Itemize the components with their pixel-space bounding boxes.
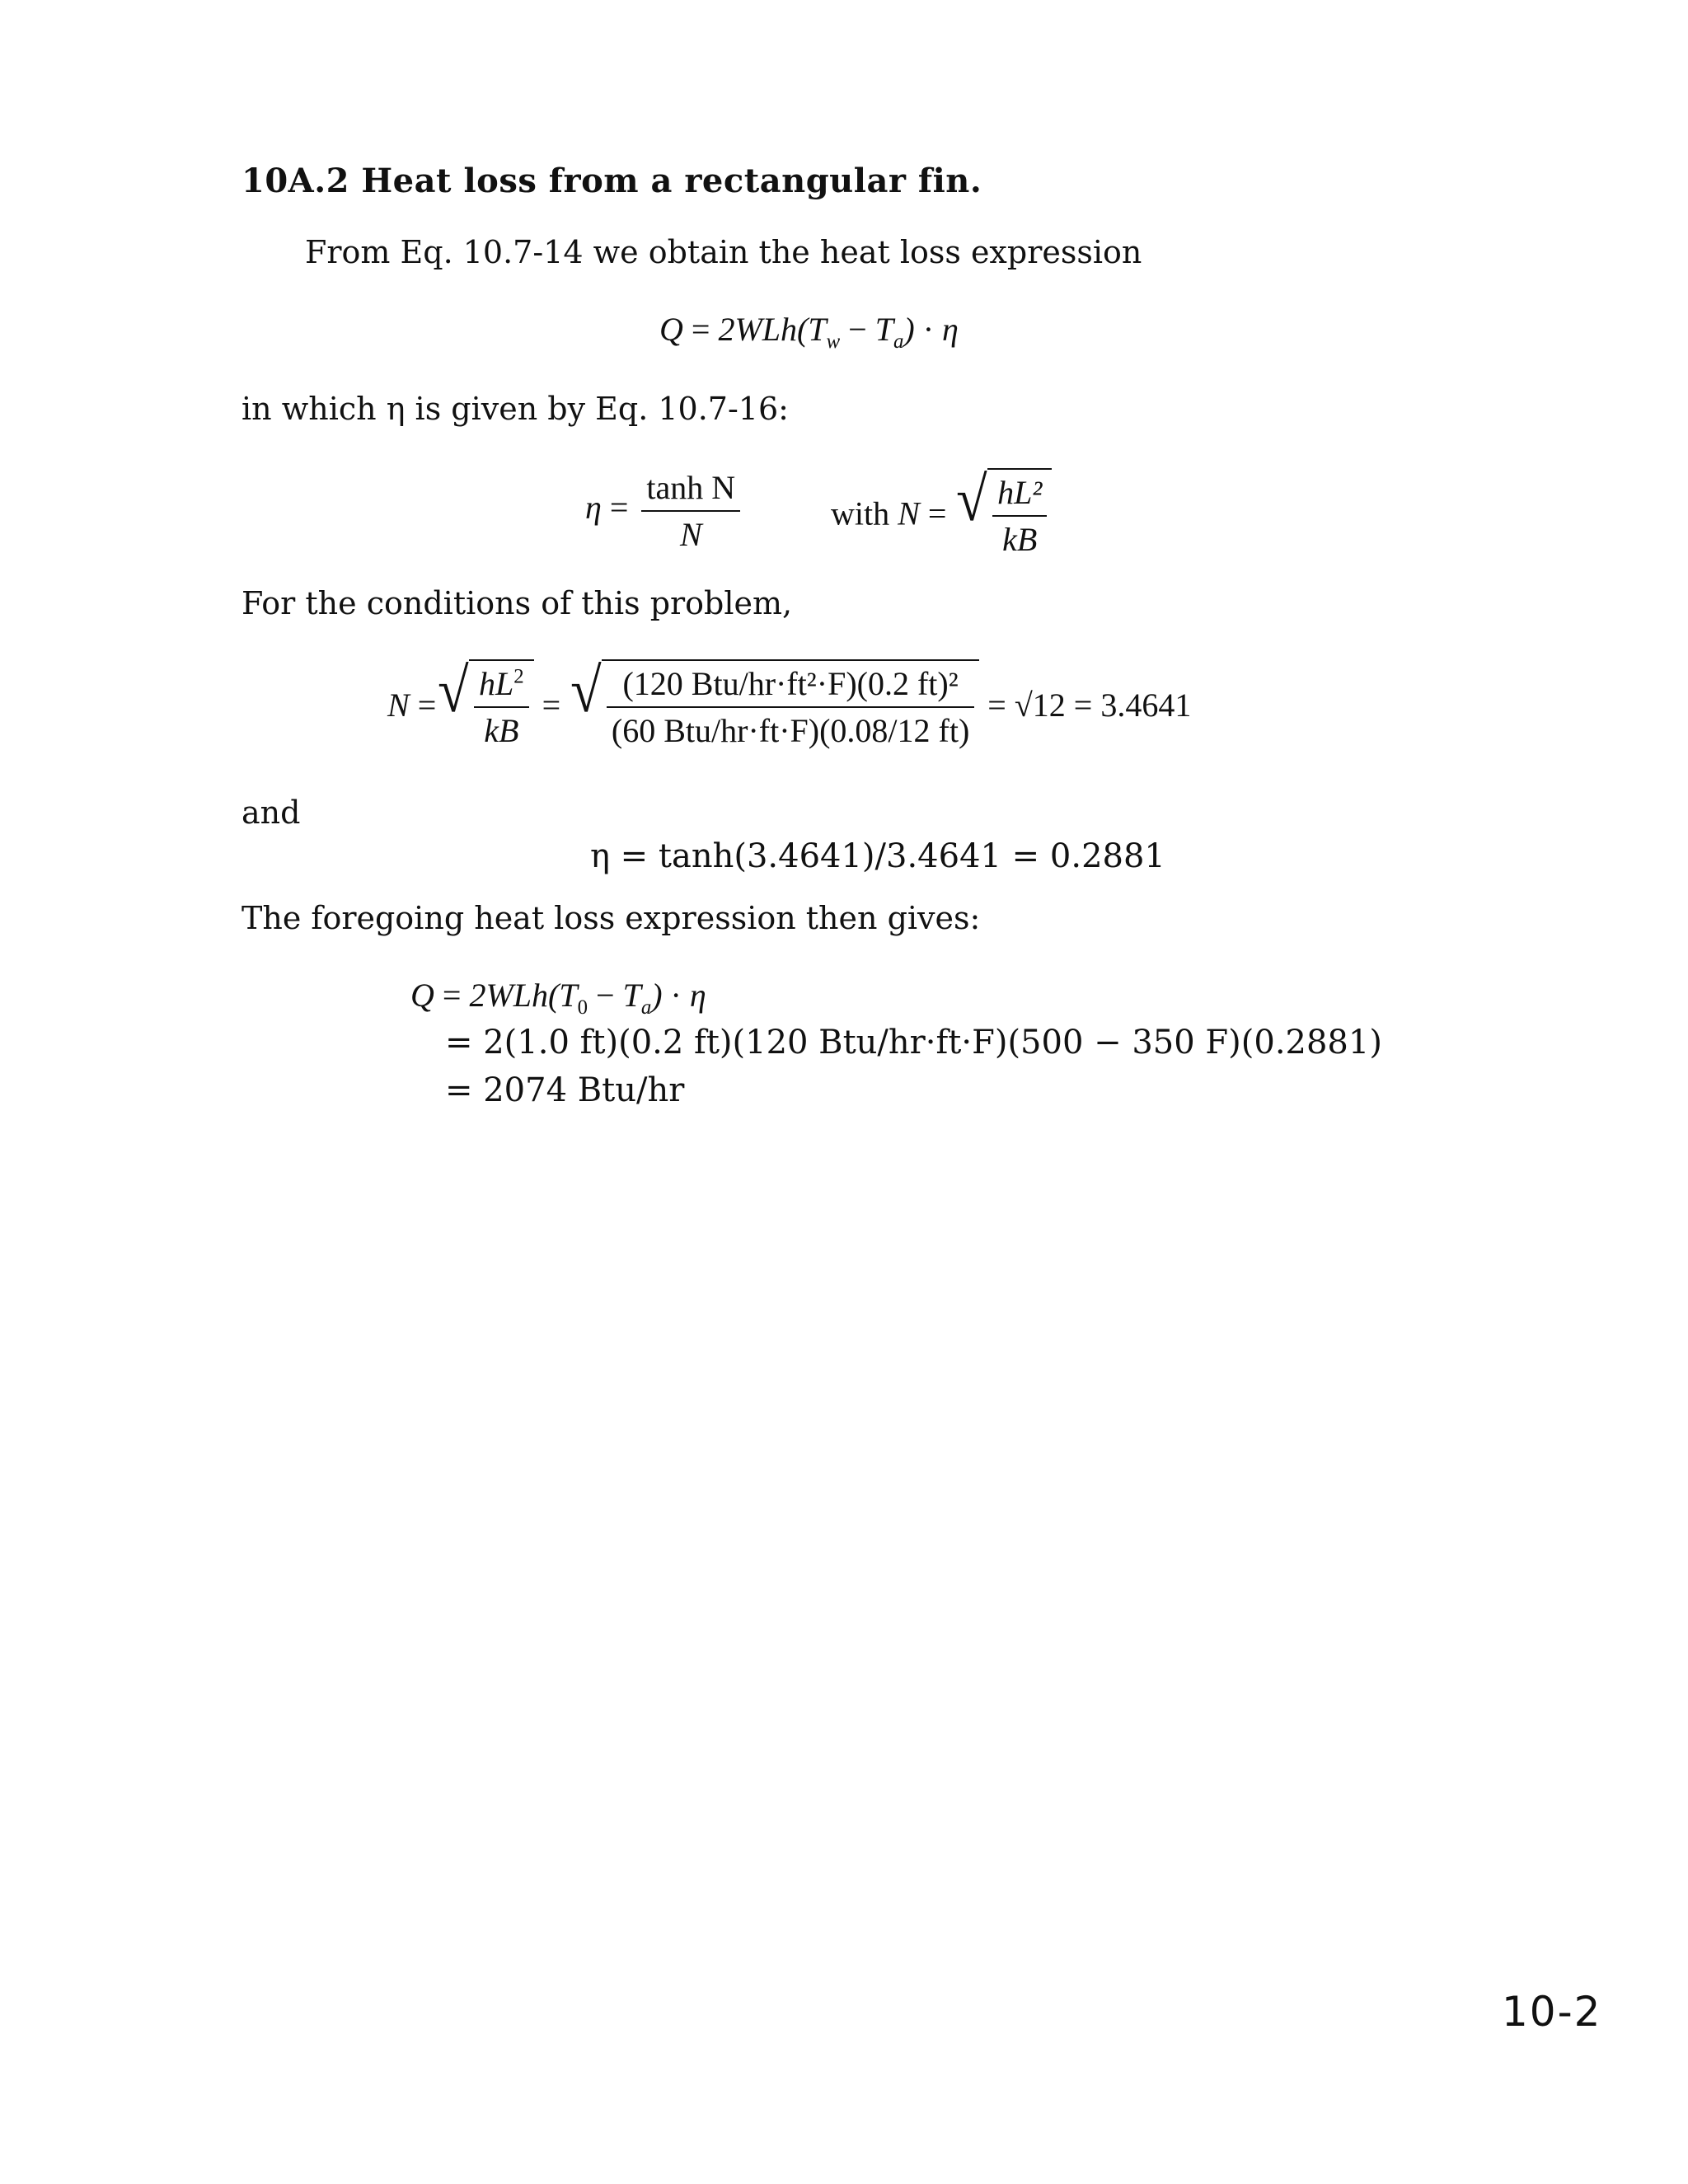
q-equation-line-3: = 2074 Btu/hr [445,1071,685,1109]
eta-given-paragraph: in which η is given by Eq. 10.7-16: [241,391,789,427]
sqrt-result: = √12 = 3.4641 [987,686,1192,724]
n-denominator: kB [1002,521,1038,558]
n-numerator: hL² [992,473,1047,517]
section-heading: 10A.2 Heat loss from a rectangular fin. [241,162,982,200]
eta-definition-equation: η = $\frac{\text{tanh N}}{N}$ [585,468,745,554]
page-number: 10-2 [1502,1988,1602,2036]
n-definition-equation: with N = √ $\frac{\text{hL²}}{kB}$ [831,468,1052,559]
q-equation-line-1: $Q = 2WLh(T_0 - T_a) \cdot \eta$ [410,977,706,1019]
foregoing-paragraph: The foregoing heat loss expression then gives: [241,900,981,936]
eta-denominator: N [679,516,702,553]
conditions-paragraph: For the conditions of this problem, [241,585,793,621]
and-word: and [241,794,301,831]
eta-numerator: tanh N [641,468,740,512]
heat-loss-equation: $Q = 2WLh(T_w - T_a) \cdot \eta$ [659,311,959,353]
q-equation-line-2: = 2(1.0 ft)(0.2 ft)(120 Btu/hr·ft·F)(500 − 350 F)(0.2881) [445,1024,1382,1062]
eta-value-equation: η = tanh(3.4641)/3.4641 = 0.2881 [590,837,1165,875]
numeric-denominator: (60 Btu/hr·ft·F)(0.08/12 ft) [611,712,970,749]
numeric-numerator: (120 Btu/hr·ft²·F)(0.2 ft)² [607,664,974,708]
intro-paragraph: From Eq. 10.7-14 we obtain the heat loss expression [305,234,1142,270]
n-numeric-equation: N = √ $\frac{hL^2}{kB}$ = √ $\frac{\text{(120 Btu/hr·ft²·F)(0.2 ft)²}}{\text{(60 Btu/hr·ft·F)(0.08/12 ft)}}$ = √12 = 3.4641 [387,656,1192,749]
